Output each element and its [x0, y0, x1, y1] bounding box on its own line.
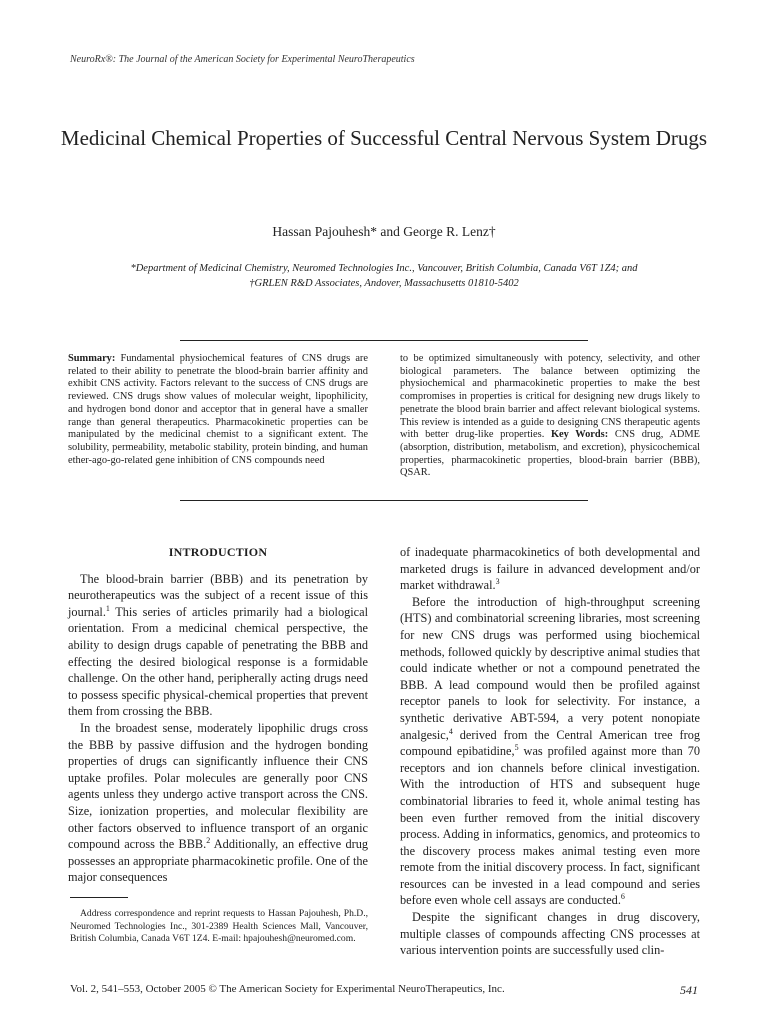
author-list: Hassan Pajouhesh* and George R. Lenz†: [272, 224, 496, 239]
page-number: 541: [680, 983, 698, 997]
correspondence-footnote: Address correspondence and reprint requests to Hassan Pajouhesh, Ph.D., Neuromed Technologies Inc., 301-2389 Health Sciences Mall, Vancouver, British Columbia, Canada V6T 1Z4. E-mail: hpajouhesh@neuromed.com.: [70, 908, 368, 944]
keywords-label: Key Words:: [550, 429, 609, 441]
abstract-left-column: [68, 353, 368, 467]
abstract-bottom-rule: [180, 500, 588, 501]
ref-2: 2: [206, 836, 211, 845]
ref-4: 4: [448, 726, 453, 736]
abstract-top-rule: [180, 340, 588, 341]
summary-label: Summary:: [68, 353, 116, 364]
keywords-text: CNS drug, ADME (absorption, distribution, metabolism, and excretion), physicochemical properties, pharmacokinetic properties, blood-brain barrier (BBB), QSAR.: [400, 429, 701, 479]
intro-paragraph-3: of inadequate pharmacokinetics of both developmental and marketed drugs is failure in advanced development and/or market withdrawal.$^3$: [400, 545, 700, 593]
affiliation-1: *Department of Medicinal Chemistry, Neuromed Technologies Inc., Vancouver, British Columbia, Canada V6T 1Z4; and: [130, 263, 638, 274]
introduction-heading: INTRODUCTION: [168, 545, 268, 559]
ref-5: 5: [514, 743, 519, 753]
intro-paragraph-1: The blood-brain barrier (BBB) and its penetration by neurotherapeutics was the subject of a recent issue of this journal.$^1$ This series of articles primarily had a biological orientation. From a medicinal chemical perspective, the ability to design drugs capable of penetrating the BBB and effecting the desired biological response is a formidable challenge. On the other hand, peripherally acting drugs need to possess specific physical-chemical properties that prevent them from crossing the BBB.: [68, 571, 368, 719]
journal-header: NeuroRx®: The Journal of the American Society for Experimental NeuroTherapeutics: [70, 54, 415, 65]
article-title: Medicinal Chemical Properties of Successful Central Nervous System Drugs: [60, 126, 708, 150]
intro-paragraph-4: Before the introduction of high-throughput screening (HTS) and combinatorial screening libraries, most screening for new CNS drugs was performed using biochemical methods, followed quickly by descriptive animal studies that could indicate whether or not a compound penetrated the BBB. A lead compound would then be profiled against receptor panels to look for selectivity. For instance, a synthetic derivative ABT-594, a very potent nonopiate analgesic,$^4$ derived from the Central American tree frog compound epibatidine,$^5$ was profiled against more than 70 receptors and ion channels before clinical investigation. With the introduction of HTS and subsequent huge combinatorial libraries to feed it, whole animal testing has been even further removed from the initial discovery process. Adding in informatics, genomics, and proteomics to the discovery process makes animal testing even more remote from the initial discovery process. In fact, significant resources can be invested in a lead compound and series before even whole cell assays are conducted.$^6$: [400, 594, 700, 908]
intro-paragraph-2: In the broadest sense, moderately lipophilic drugs cross the BBB by passive diffusion and the hydrogen bonding properties of drugs can significantly influence their CNS uptake profiles. Polar molecules are generally poor CNS agents unless they undergo active transport across the CNS. Size, ionization properties, and molecular flexibility are other factors observed to influence transport of an organic compound across the BBB.$^2$ Additionally, an effective drug possesses an appropriate pharmacokinetic profile. One of the major consequences: [68, 720, 368, 885]
intro-paragraph-5: Despite the significant changes in drug discovery, multiple classes of compounds affecting CNS processes at various intervention points are successfully used clin-: [400, 910, 700, 958]
body-right-column: [400, 544, 700, 959]
affiliation-2: †GRLEN R&D Associates, Andover, Massachusetts 01810-5402: [249, 278, 519, 289]
footnote-rule: [70, 897, 128, 898]
ref-6: 6: [620, 892, 625, 902]
ref-1: 1: [105, 603, 110, 613]
footer-citation: Vol. 2, 541–553, October 2005 © The American Society for Experimental NeuroTherapeutics, Inc.: [70, 983, 505, 995]
abstract-left-text: Fundamental physiochemical features of CNS drugs are related to their ability to penetrate the blood-brain barrier affinity and exhibit CNS activity. Factors relevant to the success of CNS drugs are reviewed. CNS drugs show values of molecular weight, lipophilicity, and hydrogen bond donor and acceptor that in general have a smaller range than general therapeutics. Pharmacokinetic properties can be manipulated by the medicinal chemist to a significant extent. The solubility, permeability, metabolic stability, protein binding, and human ether-ago-go-related gene inhibition of CNS compounds need: [68, 353, 368, 466]
abstract-right-text: to be optimized simultaneously with potency, selectivity, and other biological parameters. The balance between optimizing the physiochemical and pharmacokinetic properties to make the best compromises in properties is critical for designing new drugs likely to penetrate the blood brain barrier and affect relevant biological systems. This review is intended as a guide to designing CNS therapeutic agents with better drug-like properties.: [400, 353, 700, 441]
ref-3: 3: [495, 577, 500, 587]
affiliations: [60, 261, 708, 291]
abstract-right-column: [400, 353, 700, 480]
body-left-column: [68, 544, 368, 886]
